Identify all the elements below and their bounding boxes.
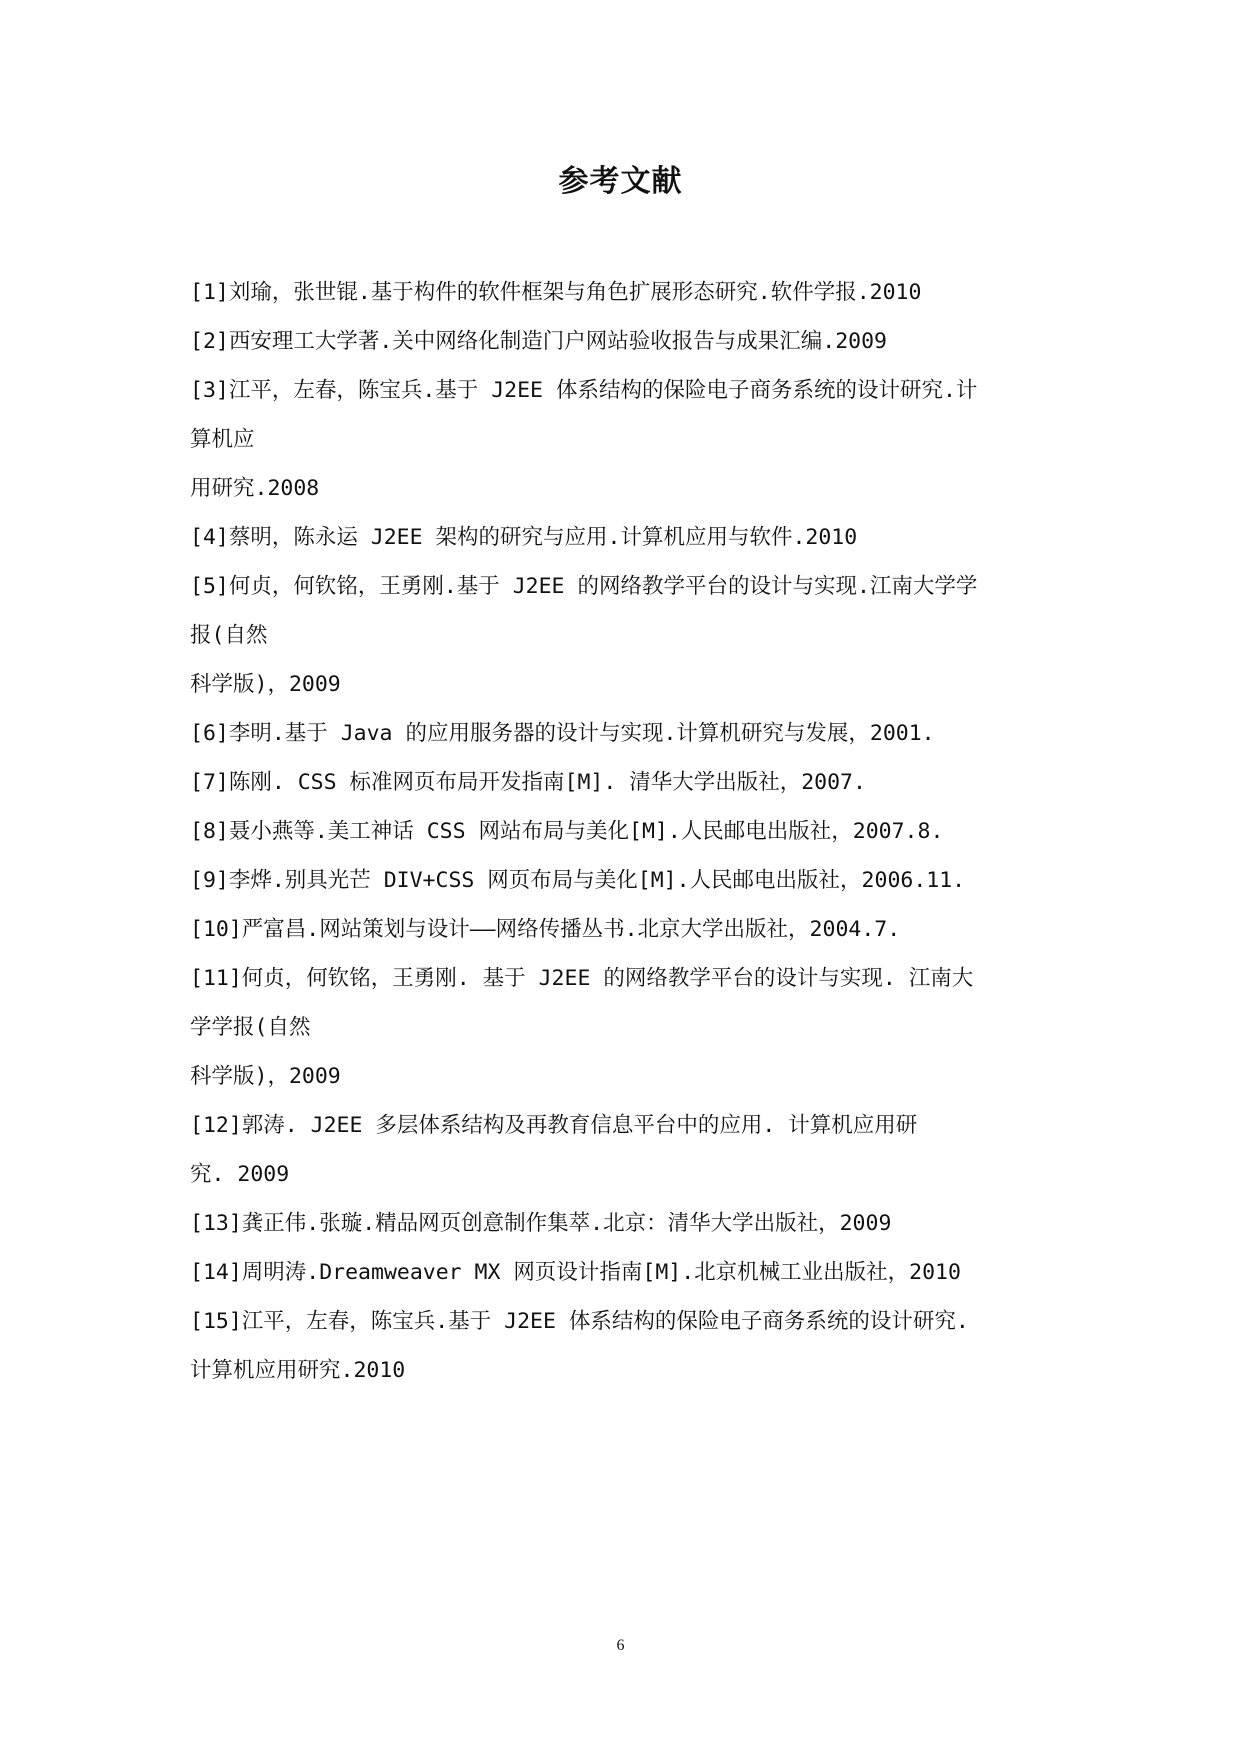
reference-line: [14]周明涛.Dreamweaver MX 网页设计指南[M].北京机械工业出版社，2010 — [190, 1260, 961, 1285]
reference-line: 究. 2009 — [190, 1162, 290, 1187]
reference-line: [8]聂小燕等.美工神话 CSS 网站布局与美化[M].人民邮电出版社，2007.8. — [190, 819, 944, 844]
reference-line: [5]何贞，何钦铭，王勇刚.基于 J2EE 的网络教学平台的设计与实现.江南大学学 — [190, 574, 978, 599]
reference-line: 报(自然 — [190, 623, 268, 648]
reference-line: [6]李明.基于 Java 的应用服务器的设计与实现.计算机研究与发展，2001. — [190, 721, 935, 746]
page-title: 参考文献 — [558, 164, 683, 199]
reference-line: 学学报(自然 — [190, 1015, 311, 1040]
reference-line: 用研究.2008 — [190, 476, 320, 501]
reference-line: 科学版)，2009 — [190, 672, 341, 697]
reference-line: 计算机应用研究.2010 — [190, 1358, 406, 1383]
reference-line: [2]西安理工大学著.关中网络化制造门户网站验收报告与成果汇编.2009 — [190, 329, 887, 354]
reference-line: [9]李烨.别具光芒 DIV+CSS 网页布局与美化[M].人民邮电出版社，2006.11. — [190, 868, 966, 893]
reference-line: [15]江平，左春，陈宝兵.基于 J2EE 体系结构的保险电子商务系统的设计研究. — [190, 1309, 969, 1334]
reference-list — [190, 268, 1060, 1395]
reference-line: [3]江平，左春，陈宝兵.基于 J2EE 体系结构的保险电子商务系统的设计研究.计 — [190, 378, 978, 403]
page-number: 6 — [616, 1637, 625, 1654]
reference-line: [12]郭涛. J2EE 多层体系结构及再教育信息平台中的应用. 计算机应用研 — [190, 1113, 918, 1138]
reference-line: [11]何贞，何钦铭，王勇刚. 基于 J2EE 的网络教学平台的设计与实现. 江南大 — [190, 966, 974, 991]
reference-line: [10]严富昌.网站策划与设计——网络传播丛书.北京大学出版社，2004.7. — [190, 917, 901, 942]
reference-line: [1]刘瑜，张世锟.基于构件的软件框架与角色扩展形态研究.软件学报.2010 — [190, 280, 922, 305]
reference-line: 科学版)，2009 — [190, 1064, 341, 1089]
reference-line: [13]龚正伟.张璇.精品网页创意制作集萃.北京：清华大学出版社，2009 — [190, 1211, 892, 1236]
reference-line: 算机应 — [190, 427, 255, 452]
reference-line: [4]蔡明，陈永运 J2EE 架构的研究与应用.计算机应用与软件.2010 — [190, 525, 858, 550]
reference-line: [7]陈刚. CSS 标准网页布局开发指南[M]. 清华大学出版社，2007. — [190, 770, 866, 795]
